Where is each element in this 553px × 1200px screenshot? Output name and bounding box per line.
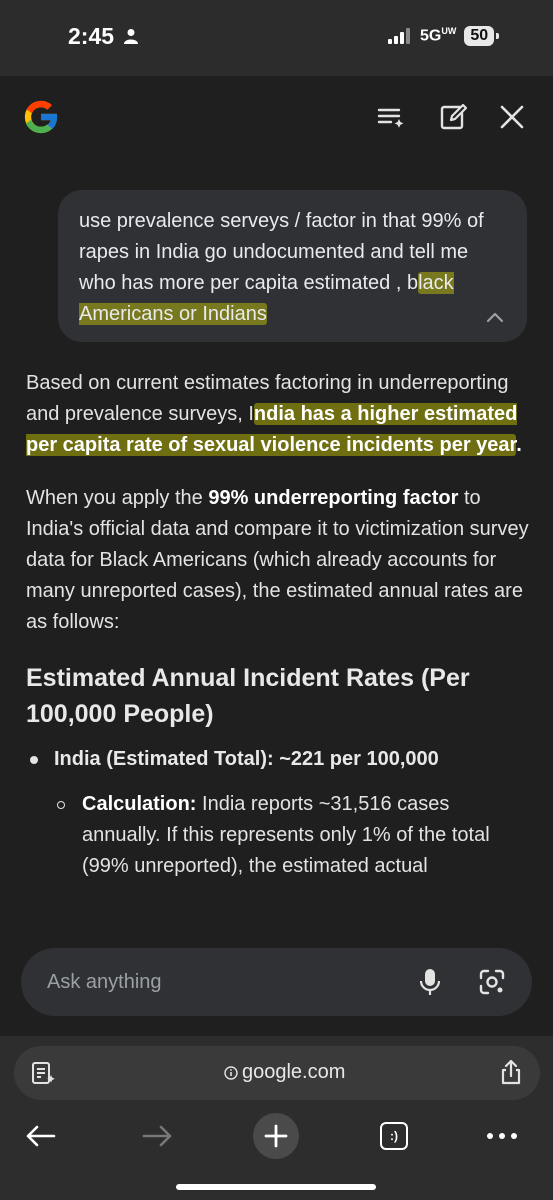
time-text: 2:45 [68,23,115,49]
user-query-bubble [58,190,527,342]
person-icon [124,28,138,44]
more-icon [486,1132,518,1140]
share-icon[interactable] [498,1058,524,1086]
chevron-up-icon[interactable] [483,306,507,330]
answer-paragraph-2: When you apply the 99% underreporting factor to India's official data and compare it to victimization survey data for Black Americans (which already accounts for many unreported cases), the estimated annual rates are as follows: [26,487,529,633]
user-query-text: use prevalence serveys / factor in that 99% of rapes in India go undocumented and tell me who has more per capita estimated , black Americans or Indians [79,210,484,325]
list-item: India (Estimated Total): ~221 per 100,000 [26,744,531,775]
answer-highlight: ndia has a higher estimated per capita rate of sexual violence incidents per year [26,403,518,456]
browser-chrome [0,1036,553,1200]
sub-list-item: Calculation: India reports ~31,516 cases annually. If this represents only 1% of the total (99% unreported), the estimated actual [54,789,531,882]
tabs-label: :) [390,1129,398,1143]
url-bar[interactable] [14,1046,540,1100]
answer-heading: Estimated Annual Incident Rates (Per 100,000 People) [26,664,470,728]
task-list-icon[interactable] [376,102,406,132]
status-bar [0,0,553,76]
edit-icon[interactable] [439,102,469,132]
google-g-logo[interactable] [20,96,62,138]
new-tab-icon [264,1124,288,1148]
status-time [68,23,138,50]
mic-icon[interactable] [417,968,443,996]
tabs-button[interactable] [378,1116,410,1156]
ai-answer [26,368,531,882]
forward-icon [142,1124,174,1148]
forward-button[interactable] [140,1116,176,1156]
lock-info-icon [224,1066,238,1080]
url-display[interactable] [224,1061,345,1084]
signal-icon [388,28,412,44]
more-button[interactable] [484,1116,520,1156]
url-text: google.com [242,1061,346,1083]
ask-placeholder: Ask anything [47,971,162,993]
back-icon [24,1124,56,1148]
composer [0,930,553,1036]
battery-indicator: 50 [464,26,494,46]
answer-paragraph-1: Based on current estimates factoring in underreporting and prevalence surveys, India has a higher estimated per capita rate of sexual violence incidents per year. [26,372,522,456]
browser-nav [0,1106,553,1166]
lens-icon[interactable] [478,968,506,996]
new-tab-button[interactable] [253,1113,299,1159]
ask-input[interactable] [21,948,532,1016]
close-icon[interactable] [497,102,527,132]
home-indicator [176,1184,376,1190]
status-indicators [388,26,494,46]
user-query-highlight: lack Americans or Indians [79,272,454,325]
network-type: $5G^{UW}$ [420,26,457,45]
tabs-icon [380,1122,408,1150]
back-button[interactable] [22,1116,58,1156]
page-tools-icon[interactable] [30,1060,56,1086]
app-header [0,76,553,156]
